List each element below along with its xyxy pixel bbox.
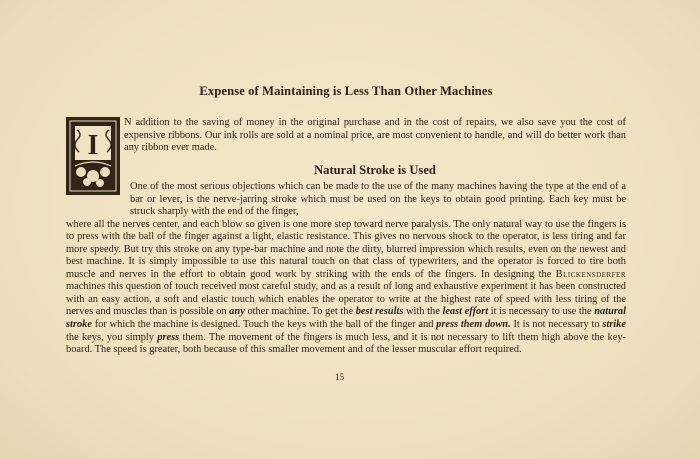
emphasis-any: any bbox=[229, 306, 245, 318]
body-text-4: with the bbox=[403, 306, 443, 318]
section-heading: Expense of Maintaining is Less Than Other Machines bbox=[199, 84, 493, 98]
body-text-1: where all the nerves center, and each blow so given is one more step toward nerve paralysis. The only natural way to use the fingers is to press with the ball of the finger against a light, elastic resistance. This gives no nervous shock to the operator, is less tiring and far more speedy. But try this stroke on any type-bar machine and note the dirty, blurred impression which results, even on the newest and best machine. It is simply impossible to use this natural touch on that class of typewriters, and the operator is forced to tire both muscle and nerves in the effort to obtain good work by striking with the ends of the fingers. In designing the bbox=[66, 218, 626, 280]
body-text-2: machines this question of touch received most careful study, and as a result of long and exhaustive experiment it has been constructed with an easy action, a soft and elastic touch which enables the operator to write at the highest rate of speed with less tiring of the nerves and muscles than is possible on bbox=[66, 281, 626, 318]
body-text-7: It is not necessary to bbox=[510, 319, 603, 331]
body-paragraph-indented: One of the most serious objections which can be made to the use of the many machines having the type at the end of a bar or lever, is the nerve-jarring stroke which must be used on the keys to obtain good printing. Each key must be struck sharply with the end of the finger, bbox=[130, 181, 626, 218]
body-section bbox=[66, 181, 626, 357]
body-text-9: them. The movement of the fingers is much less, and it is not necessary to lift them high above the key-board. The speed is greater, both because of this smaller movement and of the lesser muscular effort required. bbox=[66, 331, 626, 356]
brand-name: Blickensderfer bbox=[555, 268, 626, 280]
body-paragraph bbox=[66, 219, 626, 357]
emphasis-press: press bbox=[157, 331, 180, 343]
intro-paragraph: N addition to the saving of money in the original purchase and in the cost of repairs, we also save you the cost of expensive ribbons. Our ink rolls are sold at a nominal price, are most convenient to handle, and will do better work than any ribbon ever made. bbox=[124, 117, 626, 154]
emphasis-least-effort: least effort bbox=[442, 306, 489, 318]
text-block bbox=[66, 84, 626, 357]
emphasis-best-results: best results bbox=[355, 306, 404, 318]
initial-letter: I bbox=[87, 130, 99, 161]
body-text-8: the keys, you simply bbox=[66, 331, 158, 343]
emphasis-natural-stroke: natural stroke bbox=[66, 306, 626, 331]
page-number: 15 bbox=[335, 372, 344, 382]
emphasis-press-them-down: press them down. bbox=[436, 319, 511, 331]
body-text-5: it is necessary to use the bbox=[488, 306, 595, 318]
emphasis-strike: strike bbox=[602, 319, 626, 331]
body-text-3: other machine. To get the bbox=[244, 306, 356, 318]
body-text-6: for which the machine is designed. Touch the keys with the ball of the finger and bbox=[91, 319, 437, 331]
sub-heading: Natural Stroke is Used bbox=[314, 163, 436, 177]
